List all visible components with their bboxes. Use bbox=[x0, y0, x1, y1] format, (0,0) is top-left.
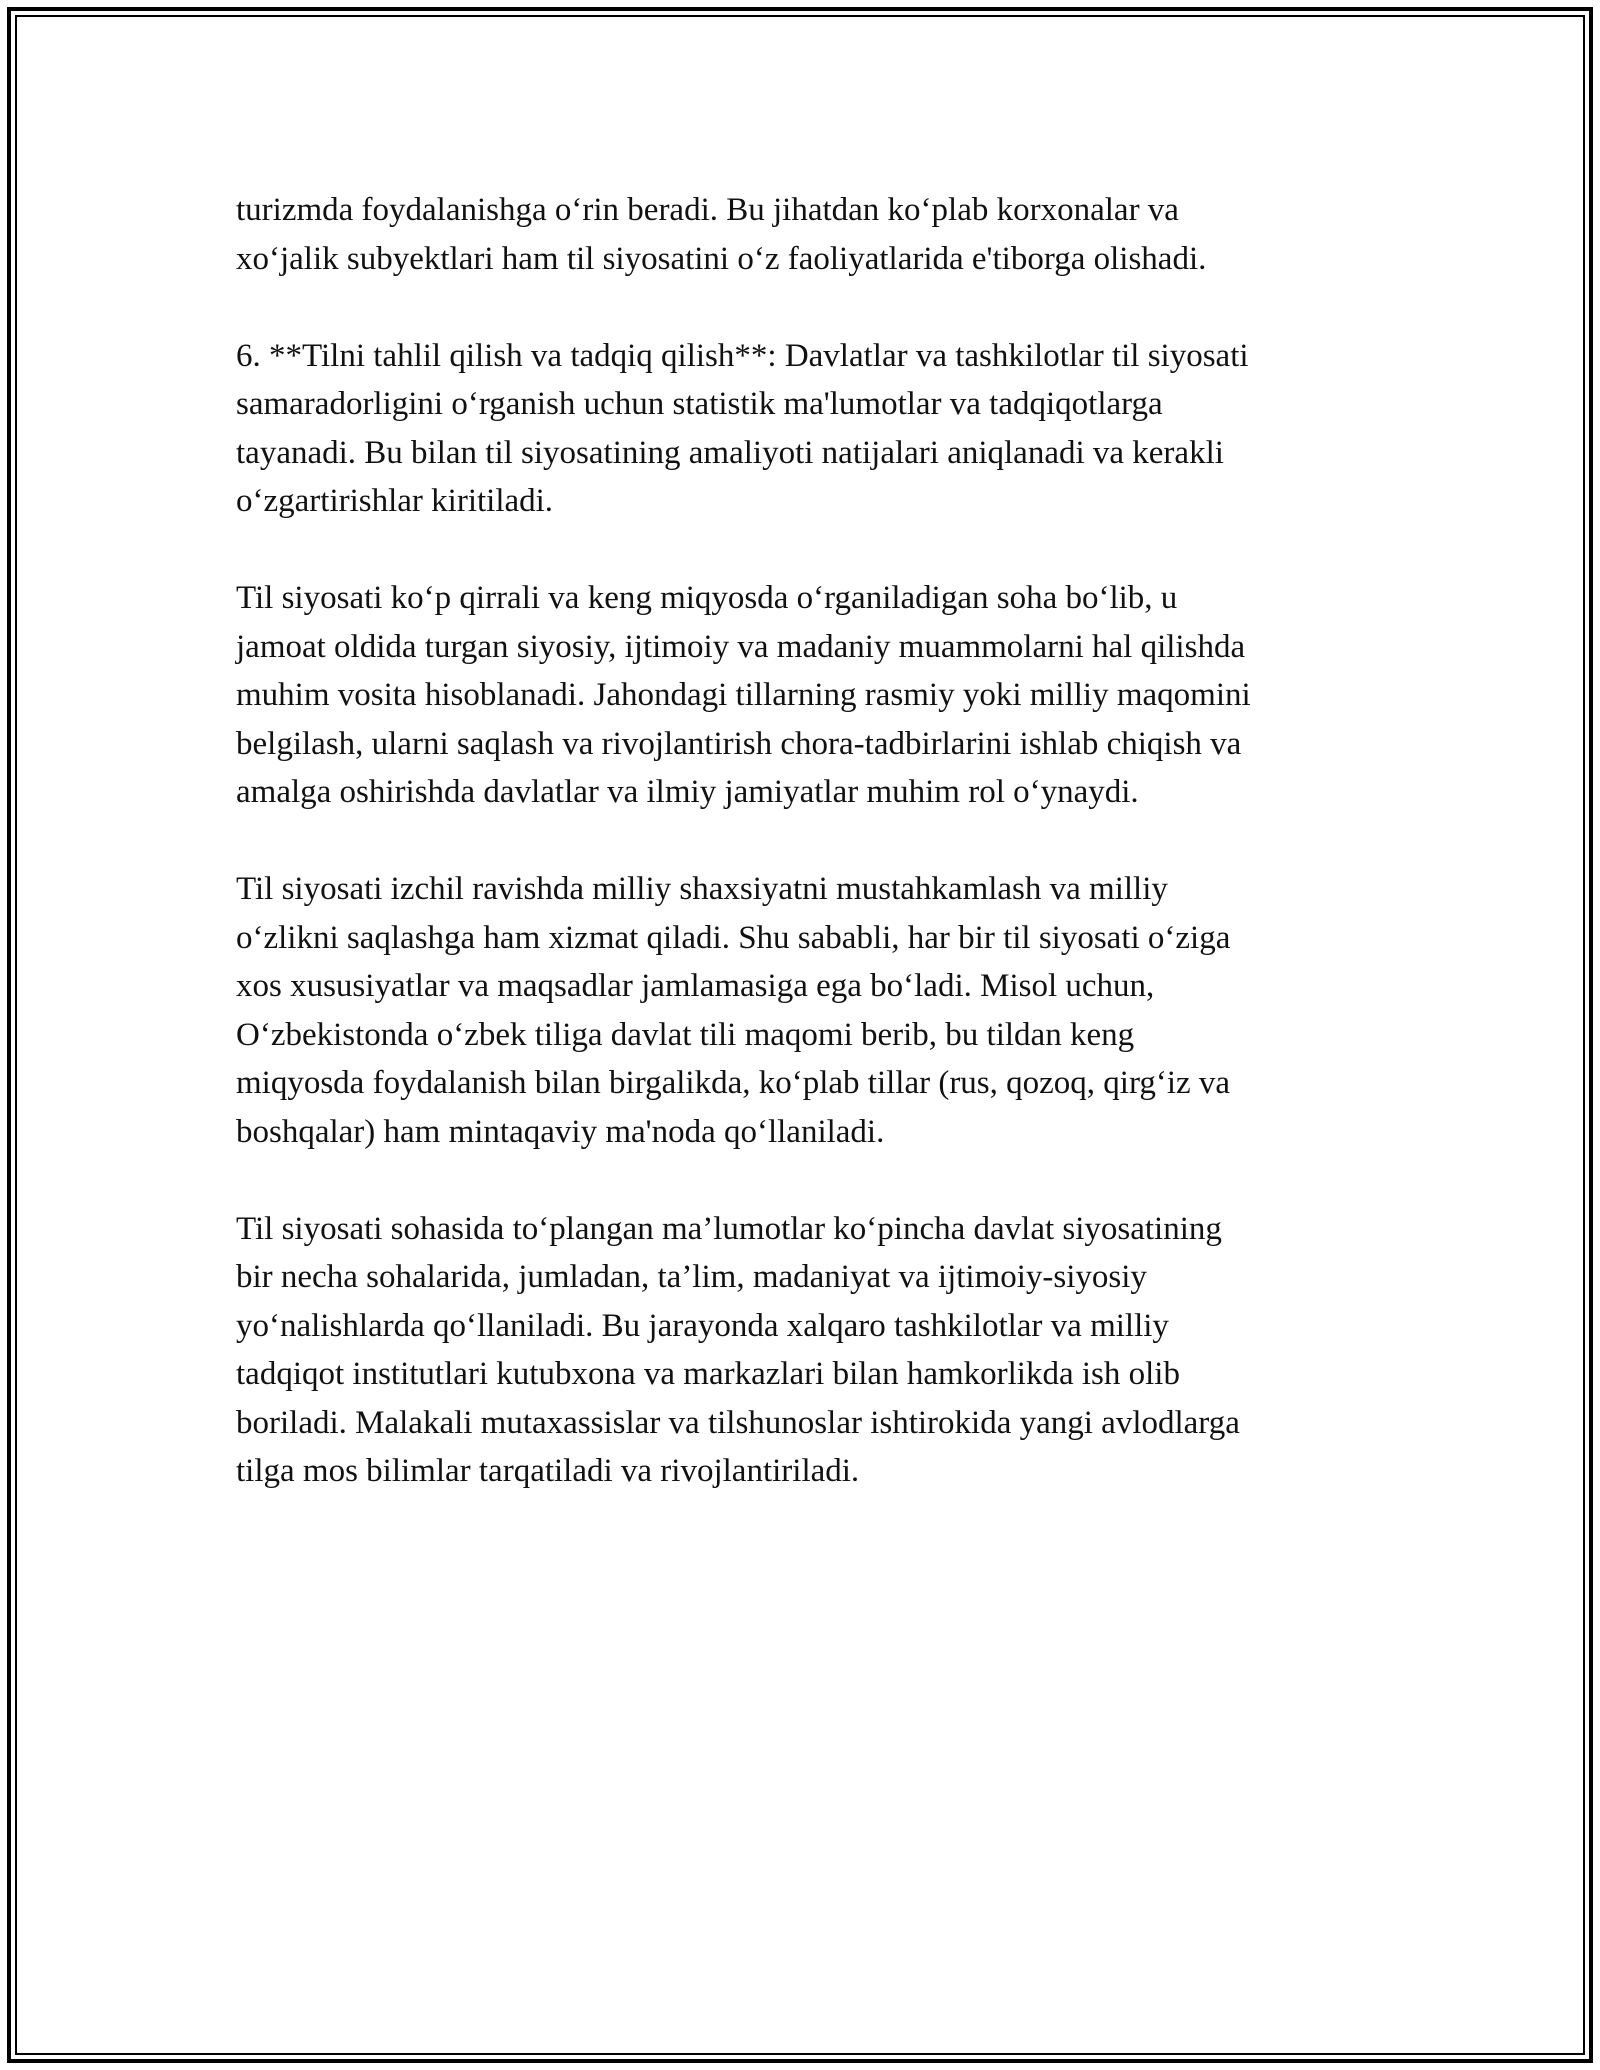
document-body bbox=[236, 186, 1366, 1544]
paragraph-collected-data: Til siyosati sohasida to‘plangan ma’lumotlar ko‘pincha davlat siyosatining bir necha sohalarida, jumladan, ta’lim, madaniyat va ijtimoiy-siyosiy yo‘nalishlarda qo‘llaniladi. Bu jarayonda xalqaro tashkilotlar va milliy tadqiqot institutlari kutubxona va markazlari bilan hamkorlikda ish olib boriladi. Malakali mutaxassislar va tilshunoslar ishtirokida yangi avlodlarga tilga mos bilimlar tarqatiladi va rivojlantiriladi. bbox=[236, 1210, 1240, 1489]
paragraph-language-analysis: 6. **Tilni tahlil qilish va tadqiq qilish**: Davlatlar va tashkilotlar til siyosati samaradorligini o‘rganish uchun statistik ma'lumotlar va tadqiqotlarga tayanadi. Bu bilan til siyosatining amaliyoti natijalari aniqlanadi va kerakli o‘zgartirishlar kiritiladi. bbox=[236, 337, 1249, 519]
paragraph-language-policy-overview: Til siyosati ko‘p qirrali va keng miqyosda o‘rganiladigan soha bo‘lib, u jamoat oldida turgan siyosiy, ijtimoiy va madaniy muammolarni hal qilishda muhim vosita hisoblanadi. Jahondagi tillarning rasmiy yoki milliy maqomini belgilash, ularni saqlash va rivojlantirish chora-tadbirlarini ishlab chiqish va amalga oshirishda davlatlar va ilmiy jamiyatlar muhim rol o‘ynaydi. bbox=[236, 580, 1251, 810]
paragraph-tourism: turizmda foydalanishga o‘rin beradi. Bu jihatdan ko‘plab korxonalar va xo‘jalik subyektlari ham til siyosatini o‘z faoliyatlarida e'tiborga olishadi. bbox=[236, 192, 1207, 277]
paragraph-national-identity: Til siyosati izchil ravishda milliy shaxsiyatni mustahkamlash va milliy o‘zlikni saqlashga ham xizmat qiladi. Shu sababli, har bir til siyosati o‘ziga xos xususiyatlar va maqsadlar jamlamasiga ega bo‘ladi. Misol uchun, O‘zbekistonda o‘zbek tiliga davlat tili maqomi berib, bu tildan keng miqyosda foydalanish bilan birgalikda, ko‘plab tillar (rus, qozoq, qirg‘iz va boshqalar) ham mintaqaviy ma'noda qo‘llaniladi. bbox=[236, 871, 1231, 1150]
